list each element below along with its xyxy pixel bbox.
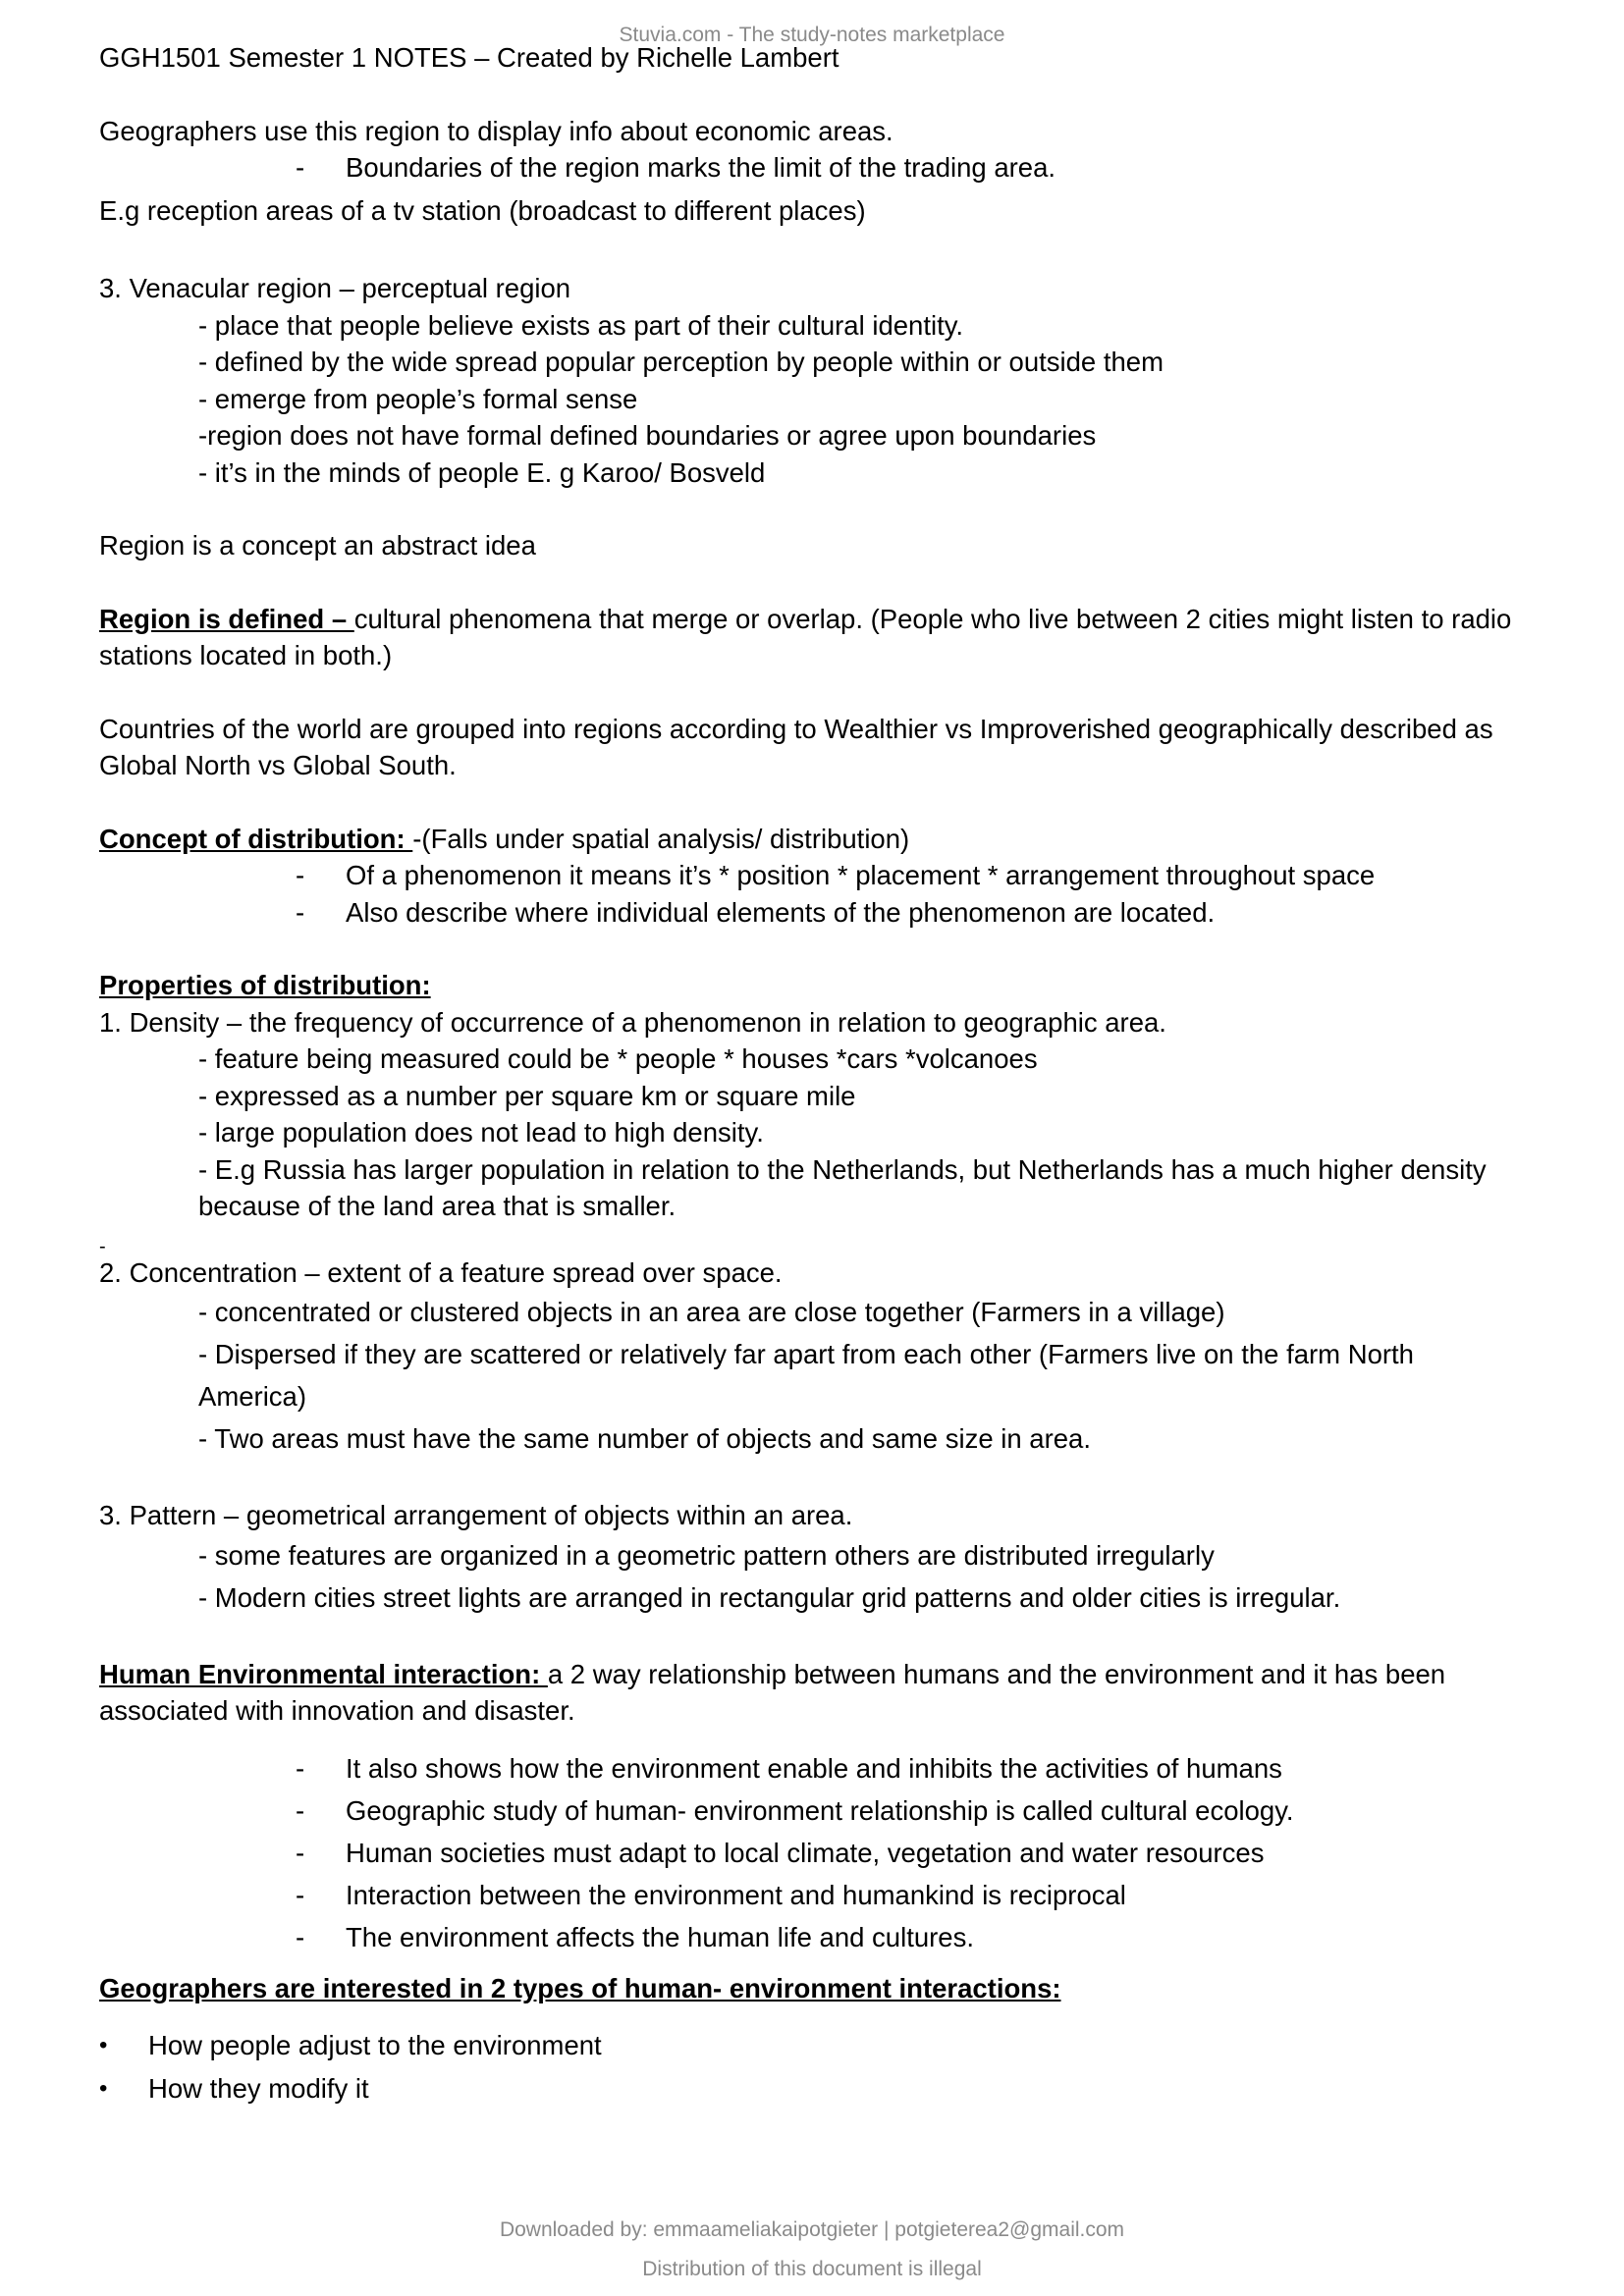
interactions-heading: Geographers are interested in 2 types of human- environment interactions: <box>99 1972 1061 2003</box>
distribution-dash-item: - Of a phenomenon it means it’s * position * placement * arrangement throughout space <box>296 860 1376 890</box>
vernacular-item: - it’s in the minds of people E. g Karoo/ Bosveld <box>198 456 766 488</box>
concentration-item: - Dispersed if they are scattered or relatively far apart from each other (Farmers live on the farm North America) <box>198 1339 1414 1412</box>
intro-example: E.g reception areas of a tv station (broadcast to different places) <box>99 194 866 226</box>
concentration-item: - concentrated or clustered objects in an area are close together (Farmers in a village) <box>198 1297 1225 1327</box>
vernacular-item: - defined by the wide spread popular perception by people within or outside them <box>198 347 1164 377</box>
concentration-title: 2. Concentration – extent of a feature spread over space. <box>99 1256 783 1288</box>
human-env-dash-item: - Human societies must adapt to local climate, vegetation and water resources <box>296 1837 1265 1868</box>
interactions-bullet: • How people adjust to the environment <box>99 2024 1552 2067</box>
interactions-bullet: • How they modify it <box>99 2067 1552 2110</box>
distribution-dash-item: - Also describe where individual elements of the phenomenon are located. <box>296 896 1216 928</box>
concentration-item: - Two areas must have the same number of objects and same size in area. <box>198 1423 1091 1454</box>
vernacular-item: - emerge from people’s formal sense <box>198 383 638 414</box>
intro-line: Geographers use this region to display info about economic areas. <box>99 115 893 146</box>
pattern-item: - Modern cities street lights are arranged in rectangular grid patterns and older cities is irregular. <box>198 1581 1341 1613</box>
properties-heading: Properties of distribution: <box>99 970 431 1000</box>
density-item: - feature being measured could be * people * houses *cars *volcanoes <box>198 1043 1038 1074</box>
region-defined: Region is defined – cultural phenomena that merge or overlap. (People who live between 2 cities might listen to radio stations located in both.) <box>99 603 1512 670</box>
human-env-dash-item: - The environment affects the human life and cultures. <box>296 1921 974 1952</box>
density-title: 1. Density – the frequency of occurrence of a phenomenon in relation to geographic area. <box>99 1006 1166 1038</box>
document-body <box>99 39 1552 2110</box>
stray-dash: - <box>99 1235 106 1257</box>
human-env-dash-item: - Interaction between the environment and humankind is reciprocal <box>296 1879 1126 1910</box>
vernacular-title: 3. Venacular region – perceptual region <box>99 273 571 303</box>
density-item: - expressed as a number per square km or square mile <box>198 1080 856 1111</box>
vernacular-item: -region does not have formal defined boundaries or agree upon boundaries <box>198 420 1097 451</box>
watermark-top: Stuvia.com - The study-notes marketplace <box>619 24 1005 46</box>
bullet-icon: • <box>99 2032 108 2058</box>
human-env-paragraph: Human Environmental interaction: a 2 way relationship between humans and the environment and it has been associated with innovation and disaster. <box>99 1658 1446 1726</box>
countries-paragraph: Countries of the world are grouped into regions according to Wealthier vs Improverished geographically described as Global North vs Global South. <box>99 713 1493 780</box>
watermark-distribution-notice: Distribution of this document is illegal <box>642 2258 982 2280</box>
density-item: - large population does not lead to high density. <box>198 1117 764 1148</box>
vernacular-item: - place that people believe exists as part of their cultural identity. <box>198 309 964 341</box>
region-concept: Region is a concept an abstract idea <box>99 530 536 561</box>
pattern-title: 3. Pattern – geometrical arrangement of objects within an area. <box>99 1500 853 1530</box>
watermark-downloaded-by: Downloaded by: emmaameliakaipotgieter | potgieterea2@gmail.com <box>499 2218 1125 2241</box>
page-header: GGH1501 Semester 1 NOTES – Created by Richelle Lambert <box>99 42 839 73</box>
bullet-icon: • <box>99 2075 108 2102</box>
human-env-dash-item: - Geographic study of human- environment relationship is called cultural ecology. <box>296 1794 1294 1826</box>
human-env-dash-item: - It also shows how the environment enable and inhibits the activities of humans <box>296 1752 1282 1784</box>
distribution-heading: Concept of distribution: -(Falls under spatial analysis/ distribution) <box>99 823 910 854</box>
pattern-item: - some features are organized in a geometric pattern others are distributed irregularly <box>198 1539 1215 1571</box>
density-item: - E.g Russia has larger population in relation to the Netherlands, but Netherlands has a much higher density because of the land area that is smaller. <box>198 1153 1487 1221</box>
intro-dash-item: - Boundaries of the region marks the limit of the trading area. <box>296 152 1056 183</box>
